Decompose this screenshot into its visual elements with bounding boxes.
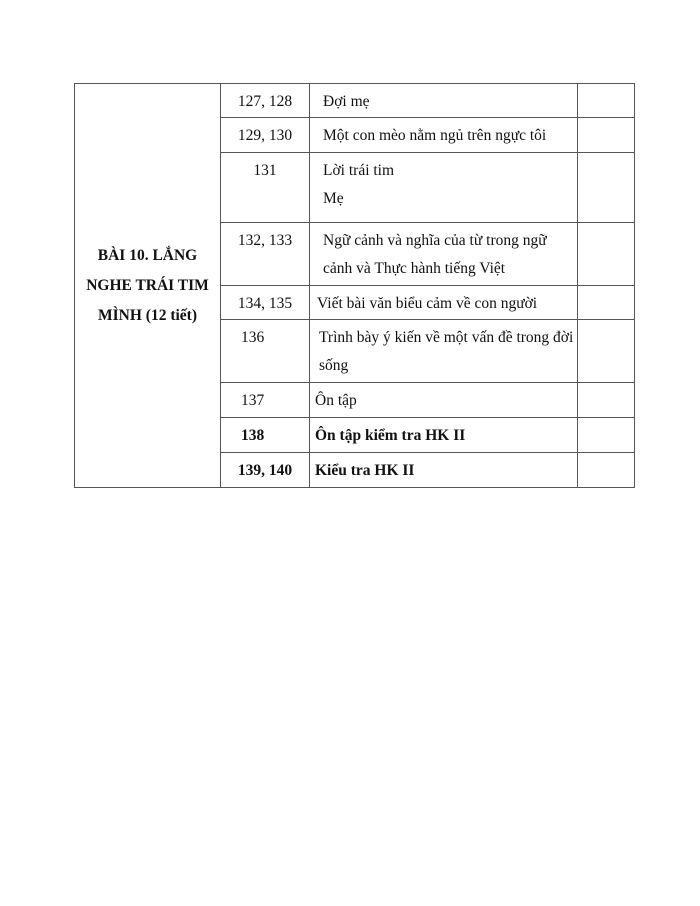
content-cell: Ôn tập kiểm tra HK II <box>310 418 578 453</box>
period-cell: 139, 140 <box>221 453 310 488</box>
period-cell: 138 <box>221 418 310 453</box>
content-cell <box>310 153 578 223</box>
period-cell: 136 <box>221 320 310 383</box>
note-cell <box>578 118 635 153</box>
note-cell <box>578 84 635 118</box>
period-cell: 132, 133 <box>221 223 310 286</box>
content-cell: Kiểu tra HK II <box>310 453 578 488</box>
lesson-title: BÀI 10. LẮNG NGHE TRÁI TIM MÌNH (12 tiết) <box>75 84 221 488</box>
period-cell: 129, 130 <box>221 118 310 153</box>
content-cell: Ngữ cảnh và nghĩa của từ trong ngữ cảnh và Thực hành tiếng Việt <box>310 223 578 286</box>
period-cell: 137 <box>221 383 310 418</box>
content-line: Lời trái tim <box>323 162 395 179</box>
lesson-plan-table <box>74 83 635 488</box>
content-cell: Viết bài văn biểu cảm về con người <box>310 286 578 320</box>
note-cell <box>578 320 635 383</box>
note-cell <box>578 286 635 320</box>
content-cell: Đợi mẹ <box>310 84 578 118</box>
note-cell <box>578 418 635 453</box>
table-row <box>75 84 635 118</box>
content-line: Mẹ <box>323 190 344 207</box>
content-cell: Trình bày ý kiến về một vấn đề trong đời sống <box>310 320 578 383</box>
note-cell <box>578 223 635 286</box>
content-cell: Ôn tập <box>310 383 578 418</box>
note-cell <box>578 453 635 488</box>
content-cell: Một con mèo nằm ngủ trên ngực tôi <box>310 118 578 153</box>
period-cell: 131 <box>221 153 310 223</box>
note-cell <box>578 153 635 223</box>
note-cell <box>578 383 635 418</box>
period-cell: 127, 128 <box>221 84 310 118</box>
period-cell: 134, 135 <box>221 286 310 320</box>
